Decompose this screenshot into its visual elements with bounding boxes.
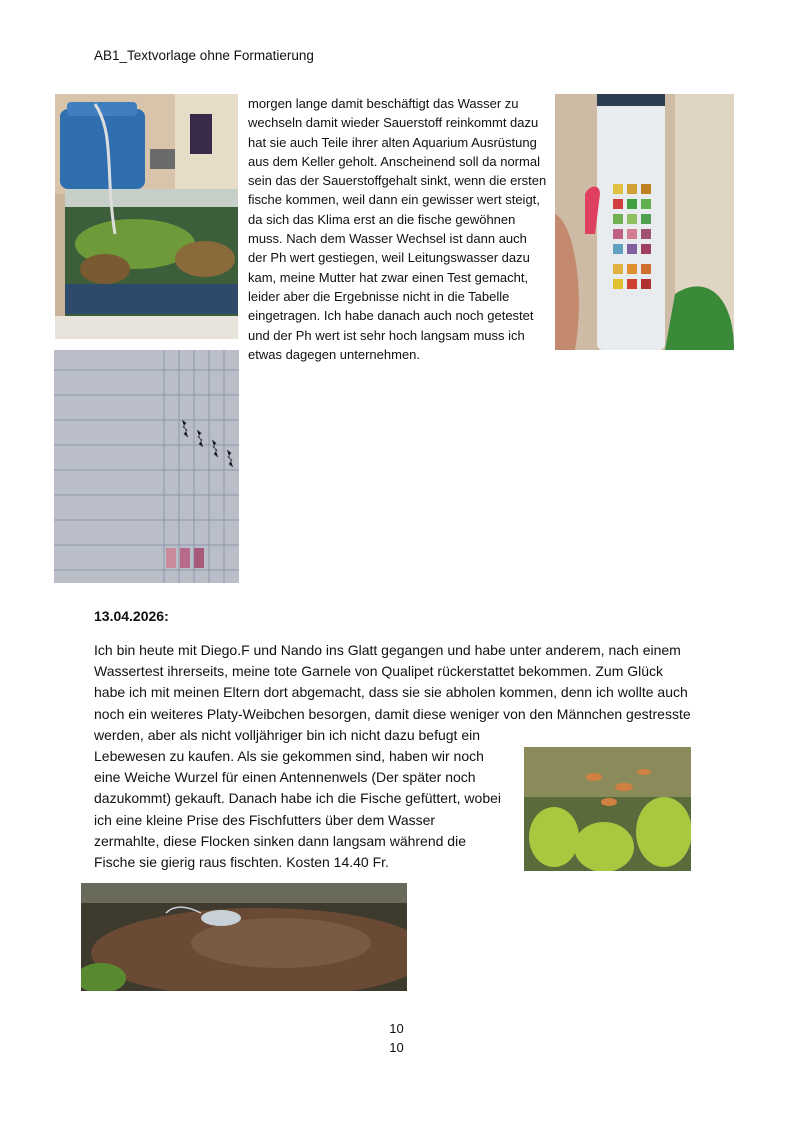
entry-2-text-bottom: Lebewesen zu kaufen. Als sie gekommen sind, haben wir noch eine Weiche Wurzel für einen Antennenwels (Der später noch dazukommt) gekauft. Danach habe ich die Fische gefüttert, wobei ich eine kleine Prise des Fischfutters über dem Wasser zermahlte, diese Flocken sinken dann langsam während die Fische sie gierig raus fischten. Kosten 14.40 Fr. bbox=[94, 748, 501, 871]
page-number-repeat: 10 bbox=[389, 1040, 404, 1055]
test-strip-photo bbox=[555, 94, 734, 350]
page-number: 10 bbox=[389, 1021, 404, 1036]
document-header: AB1_Textvorlage ohne Formatierung bbox=[94, 48, 314, 63]
entry-1-text: morgen lange damit beschäftigt das Wasser zu wechseln damit wieder Sauerstoff reinkommt dazu hat sie auch Teile ihrer alten Aquarium Ausrüstung aus dem Keller geholt. Anscheinend soll da normal sein das der Sauerstoffgehalt sinkt, wenn die ersten fische kommen, weil dann ein gewisser wert steigt, da sich das Klima erst an die fische gewöhnen muss. Nach dem Wasser Wechsel ist dann auch der Ph wert gestiegen, weil Leitungswasser dazu kam, meine Mutter hat zwar einen Test gemacht, leider aber die Ergebnisse nicht in die Tabelle eingetragen. Ich habe danach auch noch getestet und der Ph wert ist sehr hoch langsam muss ich etwas dagegen unternehmen. bbox=[248, 96, 547, 362]
shrimp-photo bbox=[81, 883, 407, 991]
aquarium-photo bbox=[55, 94, 238, 339]
fish-plants-photo bbox=[524, 747, 691, 871]
entry-2-text-top: Ich bin heute mit Diego.F und Nando ins Glatt gegangen und habe unter anderem, nach einem Wassertest ihrerseits, meine tote Garnele von Qualipet rückerstattet bekommen. Zum Glück habe ich mit meinen Eltern dort abgemacht, dass sie sie abholen kommen, denn ich wollte auch noch ein weiteres Platy-Weibchen besorgen, damit diese weniger von den Männchen gestresste werden, aber als nicht volljähriger bin ich nicht dazu befugt ein bbox=[94, 642, 691, 743]
entry-2-date: 13.04.2026: bbox=[94, 608, 169, 624]
handwritten-table-photo bbox=[54, 350, 239, 583]
